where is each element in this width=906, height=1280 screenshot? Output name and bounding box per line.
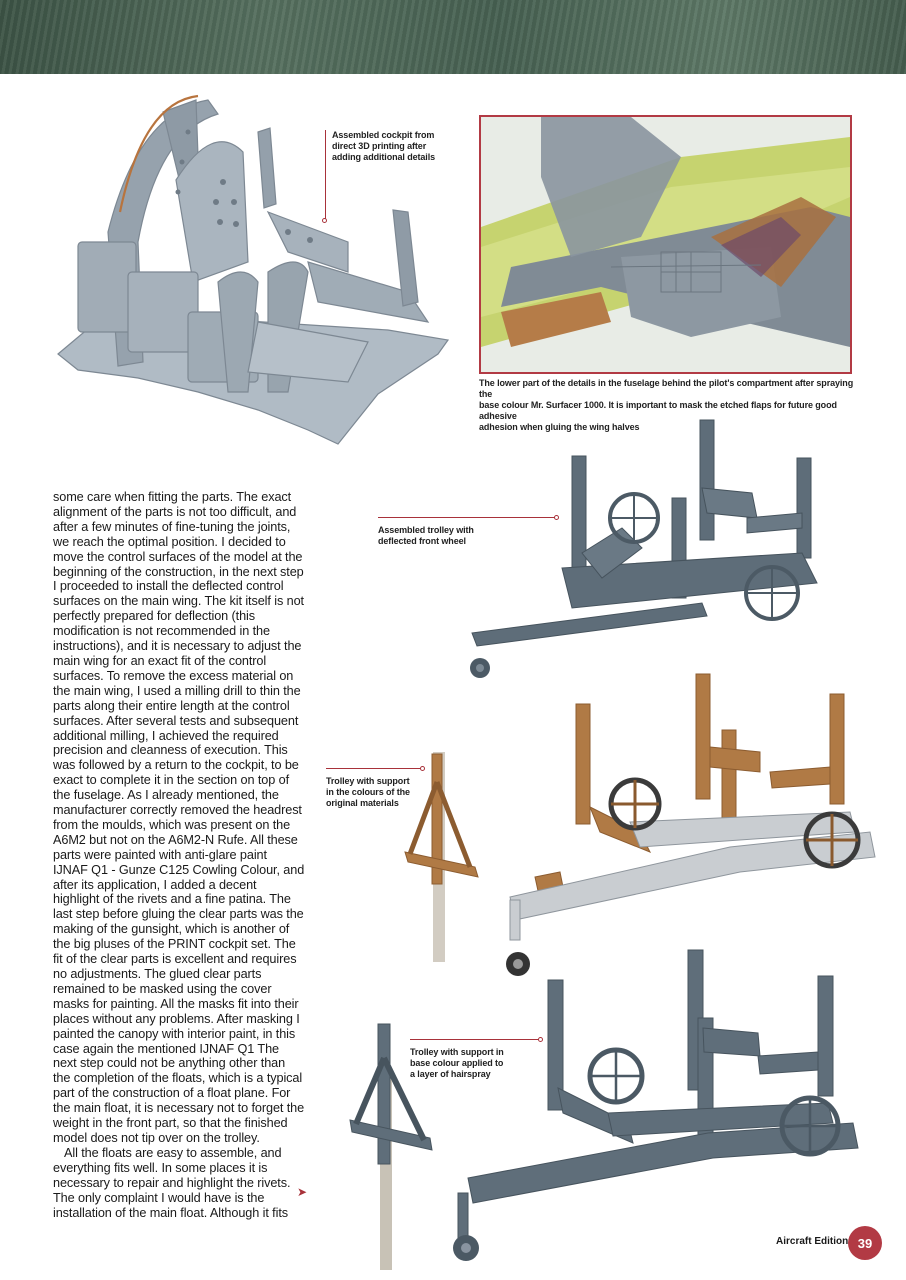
continue-arrow-icon: ➤ xyxy=(297,1185,308,1199)
article-paragraph-1: some care when fitting the parts. The exact alignment of the parts is not too difficult, and after a few minutes of fine-tuning the joints, we reach the optimal position. I decided to move the control surfaces of the model at the beginning of the construction, in the next step I proceeded to install the deflected control surfaces on the main wing. The kit itself is not perfectly prepared for deflection (this modification is not recommended in the instructions), and it is necessary to adjust the main wing for an exact fit of the control surfaces. To remove the excess material on the main wing, I used a milling drill to thin the parts along their entire length at the control surfaces. After several tests and subsequent additional milling, I achieved the required precision and cleanness of execution. This was followed by a return to the cockpit, to be exact to complete it in the section on top of the fuselage. As I already mentioned, the manufacturer correctly removed the headrest from the moulds, which was present on the A6M2 but not on the A6M2-N Rufe. All these parts were painted with anti-glare paint IJNAF Q1 - Gunze C125 Cowling Colour, and after its application, I added a decent highlight of the rivets and a fine patina. The last step before gluing the clear parts was the making of the gunsight, which is another of the big pluses of the PRINT cockpit set. The fit of the clear parts is excellent and requires no adjustments. The glued clear parts remained to be masked using the cover masks for painting. All the masks fit into their places without any problems. After masking I painted the canopy with interior paint, in this case again the mentioned IJNAF Q1 The next step could not be anything other than the completion of the floats, which is a typical part of the construction of a float plane. For the main float, it is necessary not to forget the weight in the front part, so that the finished model does not tip over on the trolley. xyxy=(53,490,305,1145)
trolley-original-illustration xyxy=(400,672,880,982)
cockpit-leader-dot xyxy=(322,218,327,223)
trolley-original-caption: Trolley with support in the colours of the original materials xyxy=(326,776,410,808)
trolley-hairspray-leader-dot xyxy=(538,1037,543,1042)
trolley-assembled-illustration xyxy=(462,418,824,688)
cockpit-caption: Assembled cockpit from direct 3D printing after adding additional details xyxy=(332,130,436,162)
trolley-original-photo xyxy=(400,672,880,982)
trolley-assembled-leader-dot xyxy=(554,515,559,520)
article-body xyxy=(53,490,308,1220)
trolley-assembled-caption: Assembled trolley with deflected front wheel xyxy=(378,525,474,546)
trolley-original-leader-line xyxy=(326,768,422,769)
trolley-hairspray-leader-line xyxy=(410,1039,540,1040)
fuselage-illustration xyxy=(481,117,850,372)
trolley-hairspray-photo xyxy=(348,948,862,1273)
trolley-hairspray-illustration xyxy=(348,948,862,1273)
header-banner xyxy=(0,0,906,74)
article-paragraph-2: All the floats are easy to assemble, and everything fits well. In some places it is necessary to repair and highlight the rivets. The only complaint I would have is the installation of the main float. Although it fits xyxy=(53,1145,291,1220)
trolley-assembled-photo xyxy=(462,418,824,688)
trolley-assembled-leader-line xyxy=(378,517,556,518)
trolley-hairspray-caption: Trolley with support in base colour applied to a layer of hairspray xyxy=(410,1047,504,1079)
page-number-badge: 39 xyxy=(848,1226,882,1260)
cockpit-leader-line xyxy=(325,130,326,220)
publication-name: Aircraft Edition xyxy=(776,1236,849,1247)
fuselage-caption: The lower part of the details in the fuselage behind the pilot's compartment after spraying the base colour Mr. Surfacer 1000. It is important to mask the etched flaps for future good adhesive adhesion when gluing the wing halves xyxy=(479,378,854,432)
fuselage-photo xyxy=(479,115,852,374)
trolley-original-leader-dot xyxy=(420,766,425,771)
